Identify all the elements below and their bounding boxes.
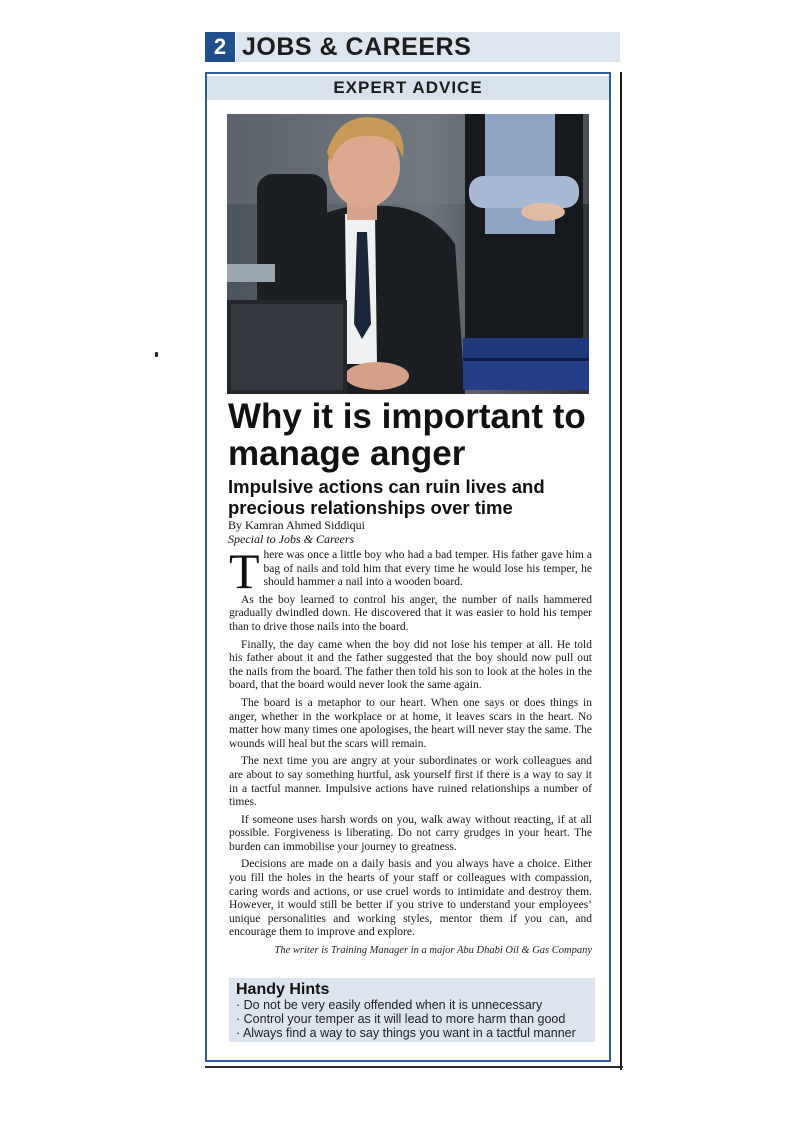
- page-number-badge: 2: [205, 32, 235, 62]
- paragraph-1: [229, 543, 592, 599]
- section-title: JOBS & CAREERS: [242, 33, 472, 61]
- article-headline: Why it is important to manage anger: [228, 397, 586, 473]
- bottom-rule: [205, 1066, 623, 1068]
- article-subheadline: Impulsive actions can ruin lives and precious relationships over time: [228, 476, 545, 518]
- handy-hints-title: Handy Hints: [236, 981, 330, 998]
- drop-cap: T: [229, 543, 260, 599]
- hint-item: · Always find a way to say things you want in a tactful manner: [236, 1026, 594, 1040]
- paragraph-1-text: here was once a little boy who had a bad temper. His father gave him a bag of nails and told him that every time he would lose his temper, he should hammer a nail into a wooden board.: [263, 549, 592, 589]
- article-photo: [227, 114, 589, 394]
- paragraph-2: As the boy learned to control his anger, the number of nails hammered gradually dwindled down. He discovered that it was easier to hold his temper than to drive those nails into the board.: [229, 593, 592, 633]
- paragraph-5: The next time you are angry at your subordinates or work colleagues and are about to say something hurtful, ask yourself first if there is a way to say it in a tactful manner. Impulsive actions have ruined relationships a number of times.: [229, 755, 592, 809]
- author-credit: The writer is Training Manager in a major Abu Dhabi Oil & Gas Company: [274, 945, 592, 957]
- column-title: EXPERT ADVICE: [333, 78, 483, 97]
- office-scene-illustration: [227, 114, 589, 394]
- scan-speck: [155, 352, 158, 357]
- byline: By Kamran Ahmed Siddiqui: [228, 518, 365, 532]
- article-body: [229, 543, 592, 958]
- hint-item: · Do not be very easily offended when it is unnecessary: [236, 998, 594, 1012]
- paragraph-4: The board is a metaphor to our heart. When one says or does things in anger, whether in the workplace or at home, it leaves scars in the heart. No matter how many times one apologises, the heart will never stay the same. The wounds will heal but the scars will remain.: [229, 696, 592, 750]
- paragraph-7: Decisions are made on a daily basis and you always have a choice. Either you fill the holes in the hearts of your staff or colleagues with compassion, caring words and actions, or use cruel words to intimidate and destroy them. However, it would still be better if you strive to understand your employees’ unique personalities and working styles, mentor them if you can, and encourage them to improve and explore.: [229, 858, 592, 939]
- column-rule: [620, 72, 622, 1070]
- handy-hints-list: [236, 998, 594, 1040]
- paragraph-3: Finally, the day came when the boy did not lose his temper at all. He told his father about it and the father suggested that the boy should now pull out the nails from the board. The father then told his son to look at the holes in the board, that the board would never look the same again.: [229, 638, 592, 692]
- hint-item: · Control your temper as it will lead to more harm than good: [236, 1012, 594, 1026]
- byline-role: Special to Jobs & Careers: [228, 532, 355, 546]
- paragraph-6: If someone uses harsh words on you, walk away without reacting, if at all possible. Forgiveness is liberating. Do not carry grudges in your heart. The burden can immobilise your journey to greatness.: [229, 813, 592, 853]
